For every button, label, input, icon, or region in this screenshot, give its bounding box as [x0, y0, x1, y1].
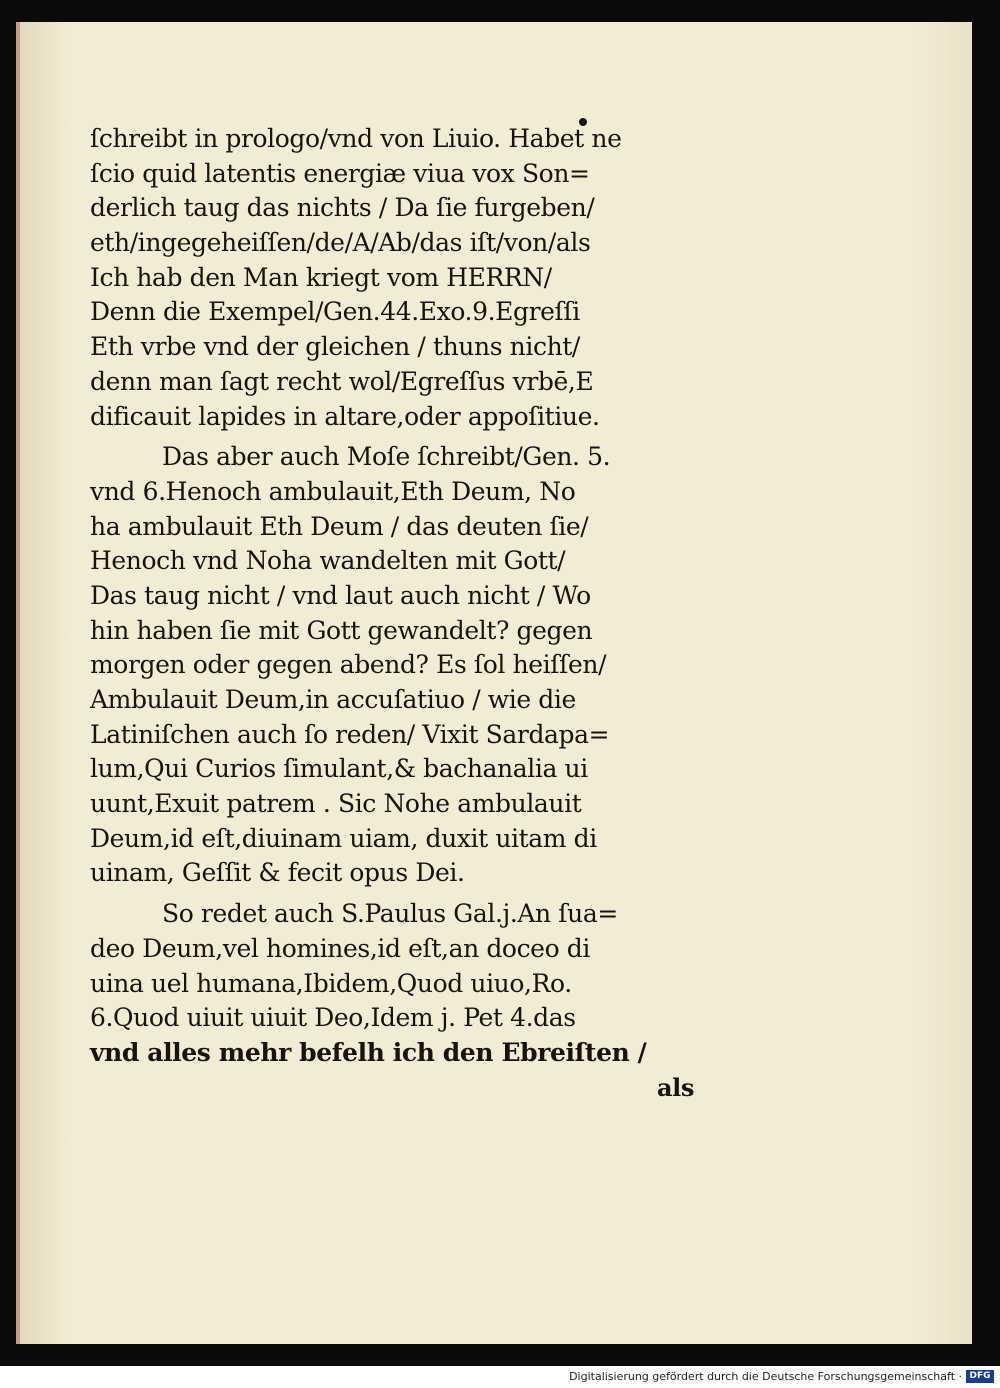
- text-line: Denn die Exempel/Gen.44.Exo.9.Egreſſi: [90, 297, 580, 327]
- text-line: uunt,Exuit patrem . Sic Nohe ambulauit: [90, 789, 582, 819]
- text-line: ſcio quid latentis energiæ viua vox Son=: [90, 158, 590, 188]
- text-line: derlich taug das nichts / Da ſie furgeben/: [90, 193, 595, 223]
- page-edge: [16, 22, 20, 1344]
- footer: [0, 1366, 1000, 1388]
- text-line: Latiniſchen auch ſo reden/ Vixit Sardapa=: [90, 719, 610, 749]
- text-line: ſchreibt in prologo/vnd von Liuio. Habet ne: [90, 124, 622, 153]
- text-line: morgen oder gegen abend? Es ſol heiſſen/: [90, 650, 607, 680]
- text-line: vnd 6.Henoch ambulauit,Eth Deum, No: [90, 476, 576, 506]
- text-line: hin haben ſie mit Gott gewandelt? gegen: [90, 615, 593, 645]
- text-line: Eth vrbe vnd der gleichen / thuns nicht/: [90, 332, 580, 362]
- book-page: [16, 22, 972, 1344]
- text-line: vnd alles mehr befelh ich den Ebreiſten /: [90, 1037, 647, 1067]
- text-line: ha ambulauit Eth Deum / das deuten ſie/: [90, 511, 589, 541]
- dfg-logo: DFG: [966, 1370, 994, 1383]
- page-text: [90, 122, 710, 1105]
- text-line: denn man ſagt recht wol/Egreſſus vrbē,E: [90, 366, 594, 396]
- text-line: deo Deum,vel homines,id eſt,an doceo di: [90, 933, 590, 963]
- catchword: als: [657, 1072, 694, 1102]
- footer-credit: Digitalisierung gefördert durch die Deutsche Forschungsgemeinschaft ·: [569, 1370, 962, 1383]
- text-line: dificauit lapides in altare,oder appoſitiue.: [90, 401, 600, 431]
- text-line: lum,Qui Curios ſimulant,& bachanalia ui: [90, 754, 588, 784]
- text-line: Das aber auch Moſe ſchreibt/Gen. 5.: [162, 442, 611, 472]
- text-line: Henoch vnd Noha wandelten mit Gott/: [90, 546, 566, 576]
- text-line: uinam, Geſſit & fecit opus Dei.: [90, 858, 465, 888]
- text-line: Deum,id eſt,diuinam uiam, duxit uitam di: [90, 823, 597, 853]
- text-line: Ich hab den Man kriegt vom HERRN/: [90, 262, 552, 292]
- text-line: eth/ingegeheiſſen/de/A/Ab/das iſt/von/als: [90, 228, 591, 258]
- text-line: So redet auch S.Paulus Gal.j.An ſua=: [162, 899, 618, 929]
- text-line: Das taug nicht / vnd laut auch nicht / Wo: [90, 580, 591, 610]
- text-line: Ambulauit Deum,in accuſatiuo / wie die: [90, 685, 576, 714]
- text-line: uina uel humana,Ibidem,Quod uiuo,Ro.: [90, 968, 572, 998]
- text-line: 6.Quod uiuit uiuit Deo,Idem j. Pet 4.das: [90, 1003, 576, 1033]
